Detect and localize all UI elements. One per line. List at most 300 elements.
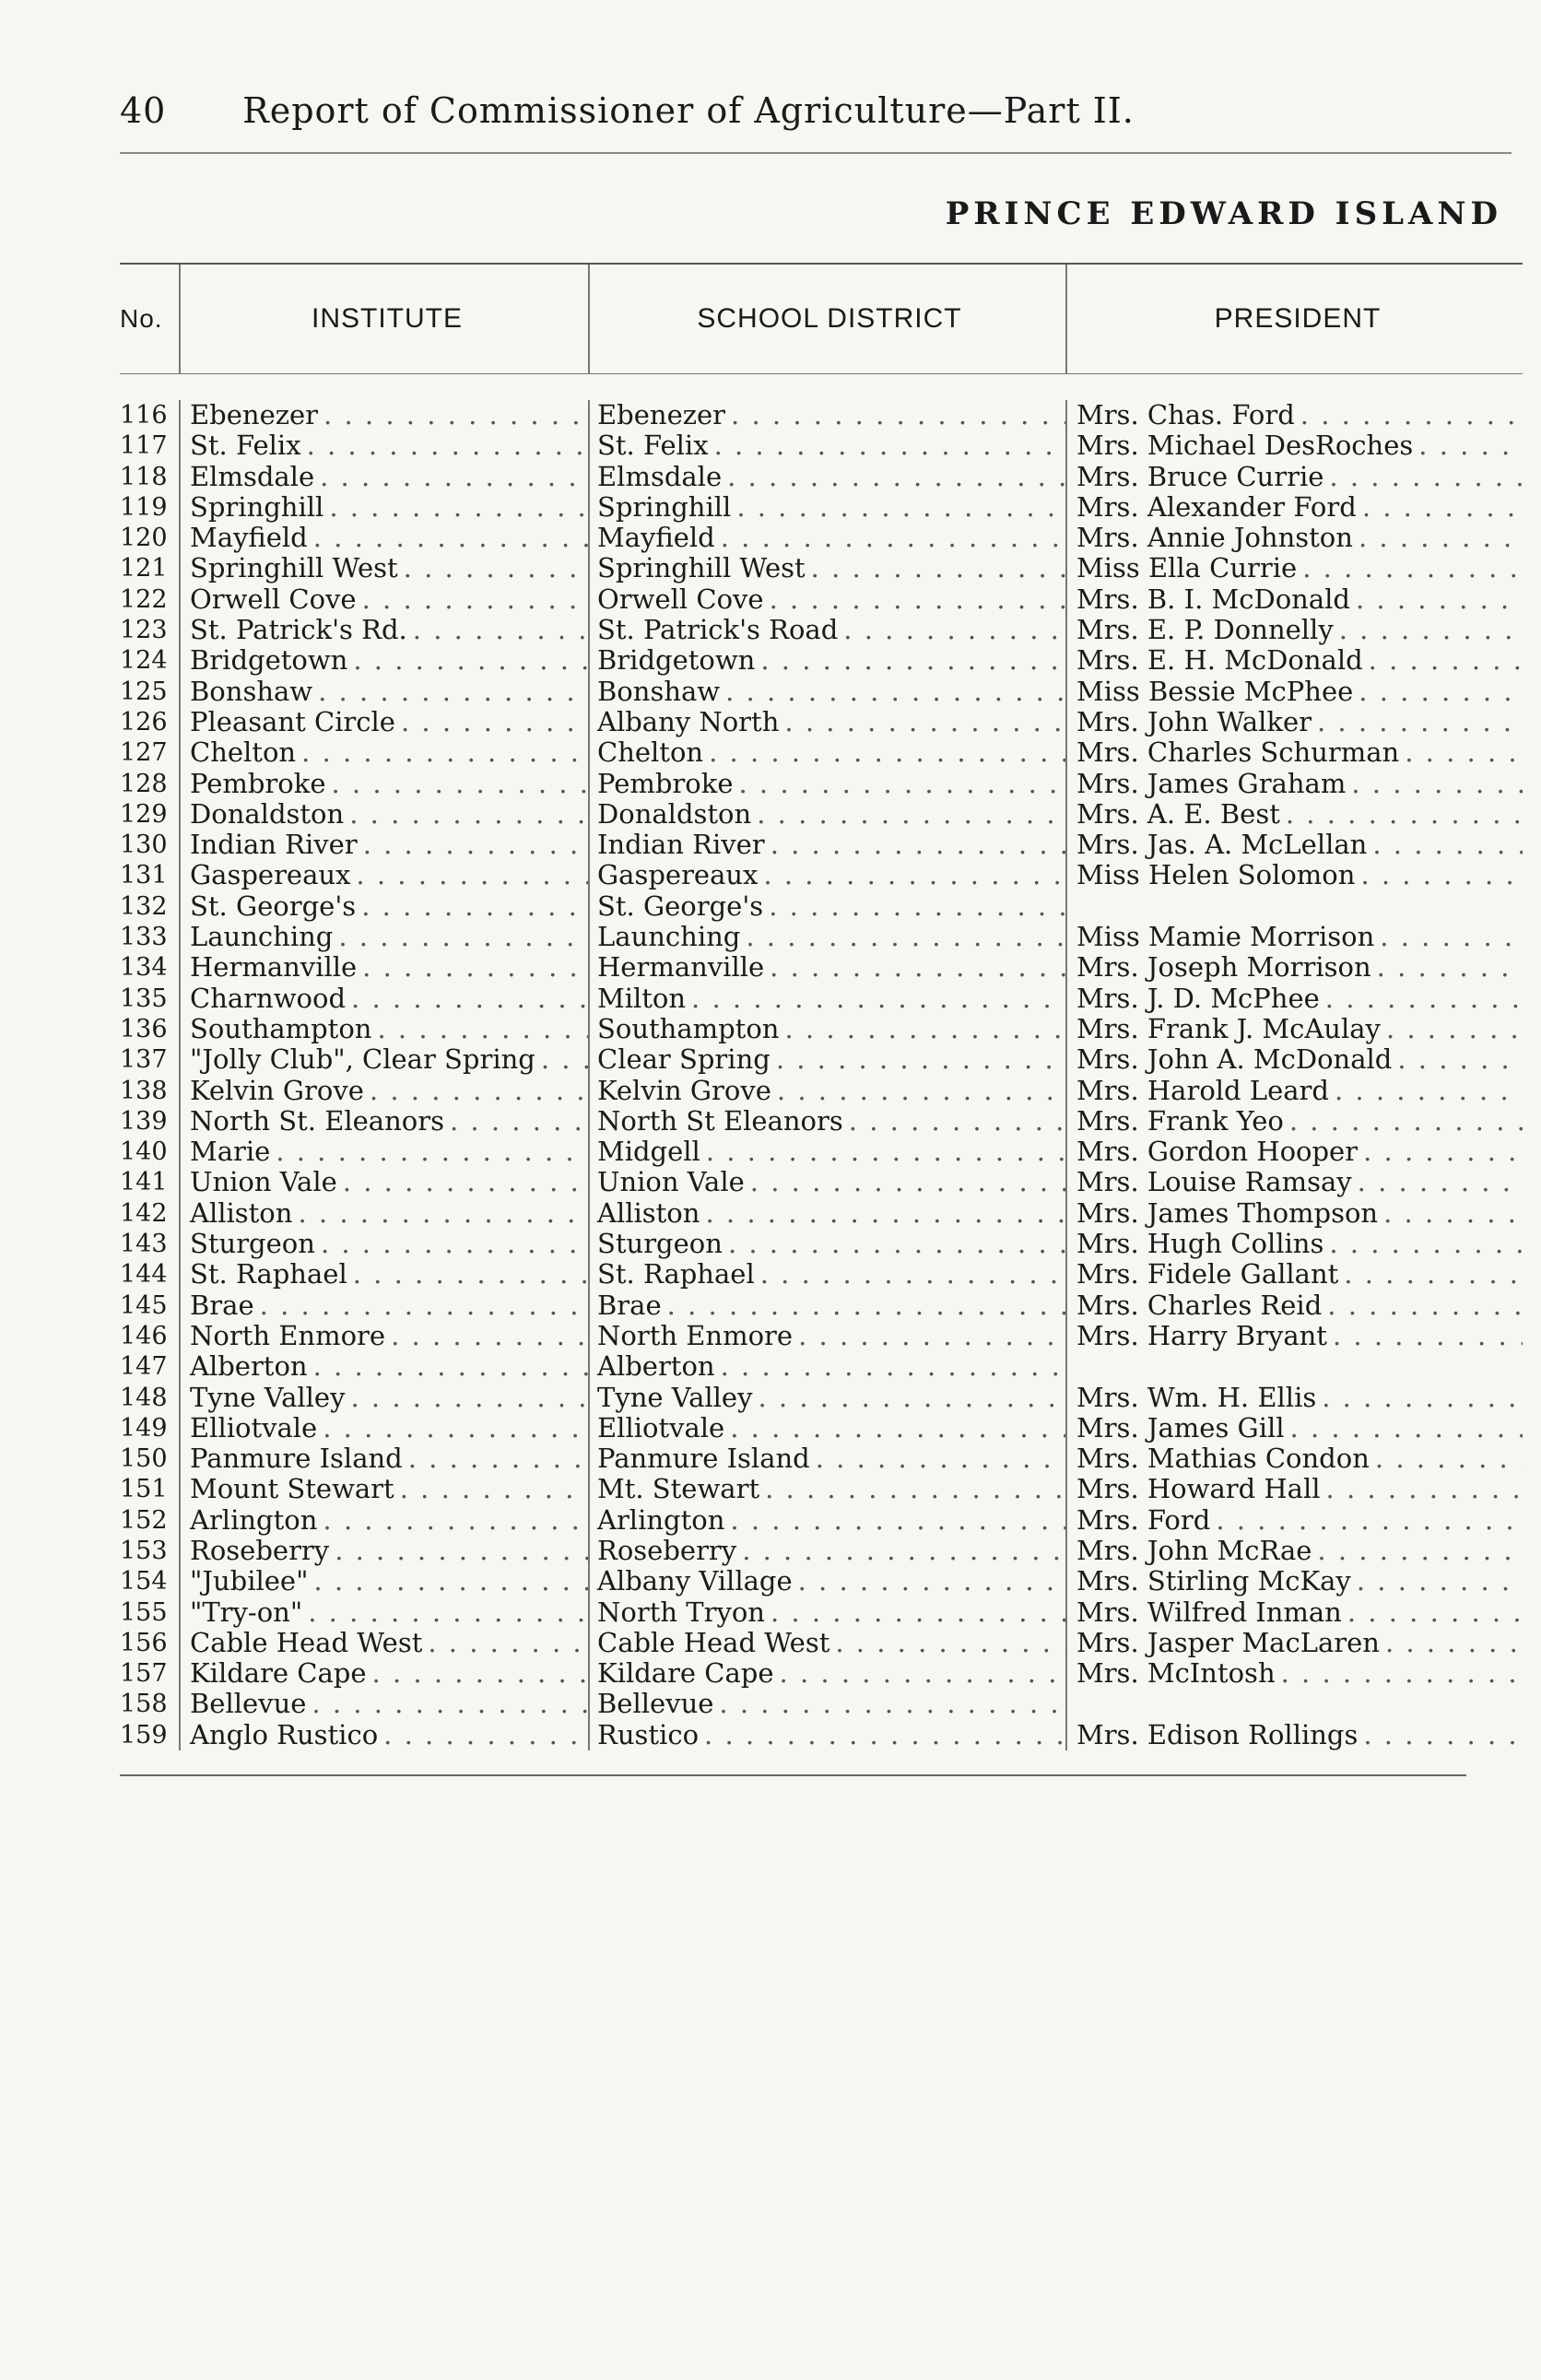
president-cell-text: Mrs. Harry Bryant: [1076, 1320, 1327, 1351]
dot-leader: [1399, 737, 1523, 768]
president-cell: [1073, 430, 1523, 461]
dot-leader: [793, 1566, 1065, 1596]
row-number: 149: [120, 1413, 168, 1443]
column-divider: [1065, 830, 1073, 860]
column-divider: [1065, 799, 1073, 830]
president-cell-text: Mrs. James Gill: [1076, 1412, 1285, 1443]
school-district-cell: [594, 1443, 1065, 1474]
president-cell: [1073, 1351, 1523, 1382]
dot-leader: [422, 1628, 588, 1658]
president-cell: [1073, 1076, 1523, 1106]
institute-cell-text: "Jolly Club", Clear Spring: [190, 1044, 535, 1076]
column-divider: [179, 1076, 186, 1106]
president-cell-text: Mrs. John Walker: [1076, 706, 1312, 737]
dot-leader: [357, 584, 588, 615]
column-header-no: No.: [120, 304, 163, 333]
dot-leader: [806, 553, 1065, 583]
school-district-cell-text: Clear Spring: [597, 1044, 770, 1076]
column-divider: [1065, 677, 1073, 707]
row-number: 146: [120, 1321, 168, 1350]
table-row: [120, 523, 1523, 553]
institute-cell: [186, 1443, 588, 1474]
dot-leader: [350, 860, 588, 890]
school-district-cell-text: Albany Village: [597, 1566, 793, 1597]
institute-cell: [186, 799, 588, 830]
institute-cell: [186, 1076, 588, 1106]
institute-cell-text: "Jubilee": [190, 1566, 309, 1597]
row-number: 137: [120, 1045, 168, 1075]
president-cell-text: Mrs. Edison Rollings: [1076, 1719, 1359, 1750]
dot-leader: [385, 1321, 588, 1351]
table-row: [120, 1044, 1523, 1075]
dot-leader: [254, 1290, 588, 1321]
institute-cell-text: Mount Stewart: [190, 1474, 394, 1505]
institute-cell-text: Panmure Island: [190, 1443, 403, 1475]
row-number: 158: [120, 1690, 168, 1719]
row-number: 155: [120, 1597, 168, 1627]
dot-leader: [1284, 1106, 1523, 1137]
school-district-cell: [594, 1044, 1065, 1075]
school-district-cell: [594, 400, 1065, 430]
institute-cell-text: Ebenezer: [190, 400, 319, 430]
dot-leader: [1338, 1259, 1523, 1290]
column-divider: [1065, 1720, 1073, 1750]
column-divider: [1065, 615, 1073, 645]
column-divider: [1065, 400, 1073, 430]
row-number: 132: [120, 891, 168, 921]
school-district-cell: [594, 1720, 1065, 1750]
institute-cell: [186, 1106, 588, 1137]
dot-leader: [752, 1383, 1065, 1413]
dot-leader: [725, 400, 1065, 430]
table-row: [120, 1014, 1523, 1044]
president-cell: [1073, 523, 1523, 553]
column-divider: [1065, 1689, 1073, 1719]
president-cell: [1073, 1536, 1523, 1566]
table-row: [120, 584, 1523, 615]
column-divider: [179, 1137, 186, 1167]
president-cell-text: Mrs. Alexander Ford: [1076, 491, 1357, 523]
president-cell-text: Mrs. Ford: [1076, 1504, 1211, 1536]
school-district-cell-text: Midgell: [597, 1137, 700, 1168]
column-divider: [179, 1044, 186, 1075]
row-number: 117: [120, 431, 168, 461]
table-row: [120, 677, 1523, 707]
institute-cell-text: Kelvin Grove: [190, 1075, 364, 1106]
institute-cell: [186, 1137, 588, 1167]
school-district-cell-text: Panmure Island: [597, 1443, 810, 1475]
section-title: PRINCE EDWARD ISLAND: [945, 195, 1502, 232]
school-district-cell-text: Bonshaw: [597, 676, 721, 707]
president-cell: [1073, 707, 1523, 737]
president-cell: [1073, 860, 1523, 890]
column-divider: [1065, 1014, 1073, 1044]
dot-leader: [1381, 1014, 1523, 1044]
dot-leader: [759, 1474, 1065, 1504]
dot-leader: [713, 1689, 1065, 1719]
institute-cell-text: Pleasant Circle: [190, 706, 395, 737]
column-divider: [179, 1443, 186, 1474]
dot-leader: [1327, 1321, 1523, 1351]
dot-leader: [1285, 1413, 1523, 1443]
dot-leader: [1370, 1443, 1523, 1474]
dot-leader: [1210, 1505, 1523, 1536]
president-cell-text: Mrs. Bruce Currie: [1076, 461, 1324, 492]
dot-leader: [751, 799, 1065, 830]
row-number: 127: [120, 738, 168, 768]
column-divider: [179, 1658, 186, 1689]
dot-leader: [317, 1413, 588, 1443]
president-cell: [1073, 1106, 1523, 1137]
dot-leader: [395, 707, 588, 737]
school-district-cell-text: Rustico: [597, 1719, 700, 1750]
dot-leader: [764, 584, 1065, 615]
institute-cell-text: Hermanville: [190, 952, 358, 984]
school-district-cell-text: Arlington: [597, 1504, 725, 1536]
column-divider: [179, 984, 186, 1014]
president-cell-text: Mrs. Jas. A. McLellan: [1076, 830, 1368, 861]
row-number: 157: [120, 1659, 168, 1689]
dot-leader: [403, 1443, 588, 1474]
column-divider: [1065, 1474, 1073, 1504]
school-district-cell-text: Mt. Stewart: [597, 1474, 760, 1505]
column-divider: [1065, 1198, 1073, 1229]
dot-leader: [1321, 1474, 1523, 1504]
president-cell: [1073, 737, 1523, 768]
dot-leader: [699, 1720, 1065, 1750]
institute-cell: [186, 584, 588, 615]
column-divider: [179, 830, 186, 860]
institute-cell: [186, 1720, 588, 1750]
table-header-row: [120, 265, 1523, 373]
institute-cell-text: Southampton: [190, 1013, 372, 1044]
institute-cell: [186, 1014, 588, 1044]
dot-leader: [296, 737, 588, 768]
table-row: [120, 400, 1523, 430]
row-number: 159: [120, 1720, 168, 1750]
president-cell: [1073, 1137, 1523, 1167]
institute-cell: [186, 984, 588, 1014]
president-cell-text: Mrs. Gordon Hooper: [1076, 1137, 1359, 1168]
president-cell: [1073, 400, 1523, 430]
table-bottom-rule: [120, 1774, 1466, 1776]
dot-leader: [308, 1351, 588, 1382]
school-district-cell-text: St. Felix: [597, 430, 709, 462]
president-cell: [1073, 769, 1523, 799]
table-row: [120, 1536, 1523, 1566]
school-district-cell: [594, 584, 1065, 615]
institute-cell-text: St. Felix: [190, 430, 301, 462]
column-divider: [1065, 769, 1073, 799]
row-number: 141: [120, 1168, 168, 1197]
school-district-cell-text: Alliston: [597, 1197, 700, 1229]
school-district-cell: [594, 1536, 1065, 1566]
table-row: [120, 1167, 1523, 1197]
president-cell: [1073, 1198, 1523, 1229]
president-cell-text: Mrs. Charles Schurman: [1076, 737, 1400, 769]
column-divider: [1065, 1443, 1073, 1474]
school-district-cell: [594, 615, 1065, 645]
row-number: 139: [120, 1106, 168, 1136]
column-divider: [179, 1321, 186, 1351]
dot-leader: [1334, 615, 1523, 645]
institute-cell: [186, 462, 588, 492]
dot-leader: [1276, 1658, 1523, 1689]
institute-cell: [186, 1597, 588, 1628]
row-number: 134: [120, 953, 168, 983]
institute-cell: [186, 400, 588, 430]
school-district-cell: [594, 1597, 1065, 1628]
school-district-cell: [594, 1014, 1065, 1044]
dot-leader: [337, 1167, 588, 1197]
dot-leader: [1358, 1720, 1523, 1750]
column-divider: [179, 677, 186, 707]
column-divider: [1065, 1044, 1073, 1075]
row-number: 154: [120, 1567, 168, 1596]
institute-cell: [186, 1658, 588, 1689]
table-row: [120, 830, 1523, 860]
president-cell-text: Mrs. James Thompson: [1076, 1197, 1379, 1229]
row-number: 135: [120, 984, 168, 1013]
column-divider: [179, 1290, 186, 1321]
table-row: [120, 952, 1523, 983]
dot-leader: [774, 1658, 1065, 1689]
dot-leader: [843, 1106, 1065, 1137]
row-number: 116: [120, 401, 168, 430]
dot-leader: [356, 891, 588, 922]
president-cell-text: Miss Mamie Morrison: [1076, 922, 1375, 953]
school-district-cell-text: Orwell Cove: [597, 583, 764, 615]
president-cell-text: Miss Bessie McPhee: [1076, 676, 1354, 707]
dot-leader: [771, 1076, 1065, 1106]
dot-leader: [357, 952, 588, 983]
institute-cell: [186, 1351, 588, 1382]
row-number: 142: [120, 1198, 168, 1228]
dot-leader: [829, 1628, 1065, 1658]
institute-cell-text: Mayfield: [190, 523, 308, 554]
president-cell: [1073, 1720, 1523, 1750]
column-divider: [1065, 553, 1073, 583]
dot-leader: [364, 1076, 588, 1106]
dot-leader: [1374, 922, 1523, 952]
dot-leader: [793, 1321, 1065, 1351]
column-divider: [179, 1351, 186, 1382]
president-cell: [1073, 799, 1523, 830]
dot-leader: [686, 984, 1065, 1014]
institute-cell: [186, 523, 588, 553]
school-district-cell: [594, 952, 1065, 983]
school-district-cell: [594, 1106, 1065, 1137]
school-district-cell-text: Kelvin Grove: [597, 1075, 771, 1106]
institute-cell-text: St. Patrick's Rd.: [190, 615, 407, 646]
dot-leader: [302, 1597, 588, 1628]
school-district-cell-text: St. Raphael: [597, 1259, 755, 1290]
institute-cell-text: Bellevue: [190, 1689, 307, 1720]
institute-cell-text: Roseberry: [190, 1535, 330, 1566]
dot-leader: [308, 1566, 588, 1596]
school-district-cell: [594, 1137, 1065, 1167]
school-district-cell: [594, 1259, 1065, 1290]
column-divider: [1065, 1259, 1073, 1290]
dot-leader: [308, 523, 588, 553]
column-divider: [1065, 1106, 1073, 1137]
row-number: 136: [120, 1014, 168, 1043]
institute-cell: [186, 1167, 588, 1197]
dot-leader: [1312, 1536, 1523, 1566]
school-district-cell-text: Bellevue: [597, 1689, 714, 1720]
dot-leader: [317, 1505, 588, 1536]
president-cell-text: Mrs. Wm. H. Ellis: [1076, 1382, 1317, 1413]
school-district-cell-text: Alberton: [597, 1351, 715, 1383]
dot-leader: [1371, 952, 1523, 983]
dot-leader: [724, 1505, 1065, 1536]
president-cell-text: Mrs. McIntosh: [1076, 1658, 1276, 1690]
institute-cell: [186, 1229, 588, 1259]
row-number: 156: [120, 1628, 168, 1657]
column-divider: [179, 1689, 186, 1719]
dot-leader: [312, 677, 588, 707]
institute-cell-text: Chelton: [190, 737, 297, 769]
institute-cell: [186, 1259, 588, 1290]
president-cell: [1073, 677, 1523, 707]
school-district-cell: [594, 553, 1065, 583]
row-number: 147: [120, 1352, 168, 1382]
president-cell: [1073, 1658, 1523, 1689]
institute-cell: [186, 1321, 588, 1351]
dot-leader: [662, 1290, 1065, 1321]
column-divider: [179, 1597, 186, 1628]
dot-leader: [1367, 830, 1523, 860]
president-cell: [1073, 1689, 1523, 1719]
dot-leader: [1280, 799, 1523, 830]
institute-cell-text: Launching: [190, 922, 334, 953]
school-district-cell-text: Union Vale: [597, 1167, 745, 1198]
row-number: 150: [120, 1444, 168, 1474]
school-district-cell-text: Springhill West: [597, 553, 806, 584]
row-number: 123: [120, 616, 168, 645]
column-divider: [179, 952, 186, 983]
table-row: [120, 769, 1523, 799]
president-cell: [1073, 1505, 1523, 1536]
dot-leader: [1312, 707, 1523, 737]
row-number: 126: [120, 707, 168, 736]
president-cell-text: Mrs. Michael DesRoches: [1076, 430, 1414, 462]
school-district-cell-text: St. Patrick's Road: [597, 615, 839, 646]
institute-cell-text: Brae: [190, 1290, 254, 1321]
dot-leader: [306, 1689, 588, 1719]
president-cell-text: Mrs. Harold Leard: [1076, 1075, 1329, 1106]
school-district-cell-text: Donaldston: [597, 798, 752, 830]
institute-cell: [186, 769, 588, 799]
dot-leader: [345, 1383, 588, 1413]
institute-cell: [186, 1628, 588, 1658]
table-row: [120, 1505, 1523, 1536]
table-row: [120, 1566, 1523, 1596]
president-cell: [1073, 645, 1523, 676]
dot-leader: [1355, 860, 1523, 890]
institute-cell: [186, 952, 588, 983]
school-district-cell-text: Chelton: [597, 737, 704, 769]
table-row: [120, 707, 1523, 737]
column-divider: [1065, 1076, 1073, 1106]
school-district-cell: [594, 830, 1065, 860]
column-header-president: PRESIDENT: [1214, 303, 1382, 334]
dot-leader: [770, 1044, 1065, 1075]
dot-leader: [394, 1474, 588, 1504]
institute-cell: [186, 922, 588, 952]
institute-cell-text: Anglo Rustico: [190, 1719, 379, 1750]
row-number: 152: [120, 1505, 168, 1535]
school-district-cell-text: Tyne Valley: [597, 1382, 753, 1413]
president-cell-text: Mrs. James Graham: [1076, 768, 1347, 799]
president-cell: [1073, 1290, 1523, 1321]
school-district-cell: [594, 1505, 1065, 1536]
column-divider: [1065, 1536, 1073, 1566]
institute-cell: [186, 707, 588, 737]
president-cell: [1073, 1474, 1523, 1504]
institute-cell: [186, 860, 588, 890]
column-divider: [179, 1474, 186, 1504]
president-cell: [1073, 1321, 1523, 1351]
president-cell: [1073, 1413, 1523, 1443]
dot-leader: [765, 1597, 1065, 1628]
president-cell-text: Mrs. E. P. Donnelly: [1076, 615, 1334, 646]
institute-cell-text: North Enmore: [190, 1320, 386, 1351]
dot-leader: [745, 1167, 1065, 1197]
dot-leader: [346, 984, 588, 1014]
dot-leader: [1323, 462, 1523, 492]
president-cell-text: Mrs. Howard Hall: [1076, 1474, 1321, 1505]
school-district-cell-text: Pembroke: [597, 768, 734, 799]
institute-cell: [186, 891, 588, 922]
institute-cell: [186, 830, 588, 860]
institute-cell: [186, 1413, 588, 1443]
dot-leader: [764, 952, 1065, 983]
president-cell-text: Miss Ella Currie: [1076, 553, 1298, 584]
institute-cell-text: North St. Eleanors: [190, 1105, 444, 1137]
school-district-cell: [594, 1566, 1065, 1596]
school-district-cell: [594, 799, 1065, 830]
column-divider: [1065, 707, 1073, 737]
table-row: [120, 984, 1523, 1014]
column-divider: [1065, 1566, 1073, 1596]
table-row: [120, 1106, 1523, 1137]
dot-leader: [736, 1536, 1065, 1566]
school-district-cell-text: Elliotvale: [597, 1412, 725, 1443]
dot-leader: [1076, 1689, 1523, 1719]
column-divider: [179, 1536, 186, 1566]
institute-cell-text: Springhill: [190, 491, 324, 523]
dot-leader: [731, 492, 1065, 523]
column-divider: [179, 1167, 186, 1197]
president-cell: [1073, 1014, 1523, 1044]
row-number: 120: [120, 524, 168, 553]
row-number: 131: [120, 861, 168, 890]
column-divider: [179, 891, 186, 922]
institute-cell-text: Union Vale: [190, 1167, 337, 1198]
school-district-cell: [594, 707, 1065, 737]
table-row: [120, 1658, 1523, 1689]
president-cell-text: Mrs. Chas. Ford: [1076, 400, 1295, 430]
institute-cell-text: Springhill West: [190, 553, 398, 584]
institute-cell: [186, 1198, 588, 1229]
column-divider: [1065, 1167, 1073, 1197]
institute-cell-text: St. Raphael: [190, 1259, 347, 1290]
school-district-cell-text: Hermanville: [597, 952, 765, 984]
school-district-cell-text: Launching: [597, 922, 741, 953]
president-cell: [1073, 584, 1523, 615]
institute-cell-text: Elliotvale: [190, 1412, 318, 1443]
